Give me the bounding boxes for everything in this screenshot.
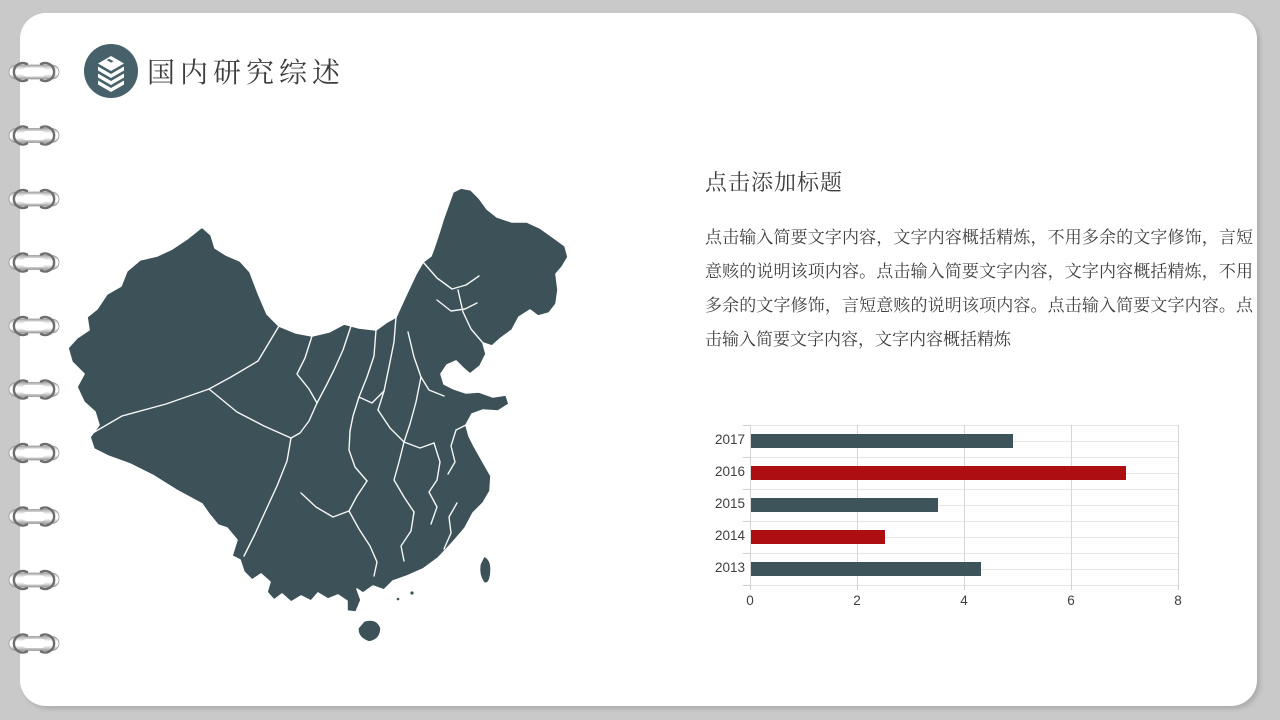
y-axis-tick bbox=[743, 553, 750, 554]
hainan-island bbox=[358, 620, 381, 642]
category-label: 2017 bbox=[714, 432, 745, 447]
category-label: 2016 bbox=[714, 464, 745, 479]
x-axis-tick bbox=[964, 585, 965, 590]
x-axis-tick-label: 4 bbox=[960, 593, 968, 608]
x-axis-tick-label: 2 bbox=[853, 593, 861, 608]
books-stack-icon bbox=[84, 44, 138, 98]
x-axis-tick bbox=[750, 585, 751, 590]
category-label: 2015 bbox=[714, 496, 745, 511]
category-label: 2013 bbox=[714, 560, 745, 575]
y-axis-tick bbox=[743, 489, 750, 490]
binder-ring bbox=[9, 444, 59, 462]
content-body-text[interactable]: 点击输入简要文字内容，文字内容概括精炼，不用多余的文字修饰，言短意赅的说明该项内容。点击输入简要文字内容，文字内容概括精炼，不用多余的文字修饰，言短意赅的说明该项内容。点击输入简要文字内容。点击输入简要文字内容，文字内容概括精炼 bbox=[705, 228, 1253, 349]
x-axis-tick-label: 6 bbox=[1067, 593, 1075, 608]
page-title[interactable]: 国内研究综述 bbox=[147, 57, 346, 88]
y-axis-tick bbox=[743, 585, 750, 586]
y-axis-tick bbox=[743, 521, 750, 522]
x-axis-tick-label: 8 bbox=[1174, 593, 1182, 608]
gridline-vertical bbox=[1178, 425, 1179, 585]
binder-ring bbox=[9, 508, 59, 526]
chart-bar[interactable] bbox=[751, 466, 1126, 480]
y-axis-tick bbox=[743, 457, 750, 458]
chart-bar[interactable] bbox=[751, 498, 938, 512]
bar-chart[interactable] bbox=[705, 423, 1230, 618]
gridline-vertical bbox=[964, 425, 965, 585]
taiwan-island bbox=[480, 556, 492, 583]
binder-ring bbox=[9, 127, 59, 145]
y-axis-tick bbox=[743, 425, 750, 426]
chart-bar[interactable] bbox=[751, 562, 981, 576]
chart-bar[interactable] bbox=[751, 530, 885, 544]
binder-ring bbox=[9, 571, 59, 589]
binder-ring bbox=[9, 254, 59, 272]
x-axis-tick-label: 0 bbox=[746, 593, 754, 608]
binder-ring bbox=[9, 317, 59, 335]
china-map[interactable] bbox=[60, 162, 640, 662]
x-axis-tick bbox=[857, 585, 858, 590]
x-axis-tick bbox=[1071, 585, 1072, 590]
x-axis-tick bbox=[1178, 585, 1179, 590]
binder-rings bbox=[6, 0, 62, 720]
content-heading[interactable]: 点击添加标题 bbox=[705, 170, 844, 195]
binder-ring bbox=[9, 190, 59, 208]
binder-ring bbox=[9, 381, 59, 399]
category-label: 2014 bbox=[714, 528, 745, 543]
binder-ring bbox=[9, 63, 59, 81]
chart-bar[interactable] bbox=[751, 434, 1013, 448]
binder-ring bbox=[9, 635, 59, 653]
gridline-vertical bbox=[1071, 425, 1072, 585]
